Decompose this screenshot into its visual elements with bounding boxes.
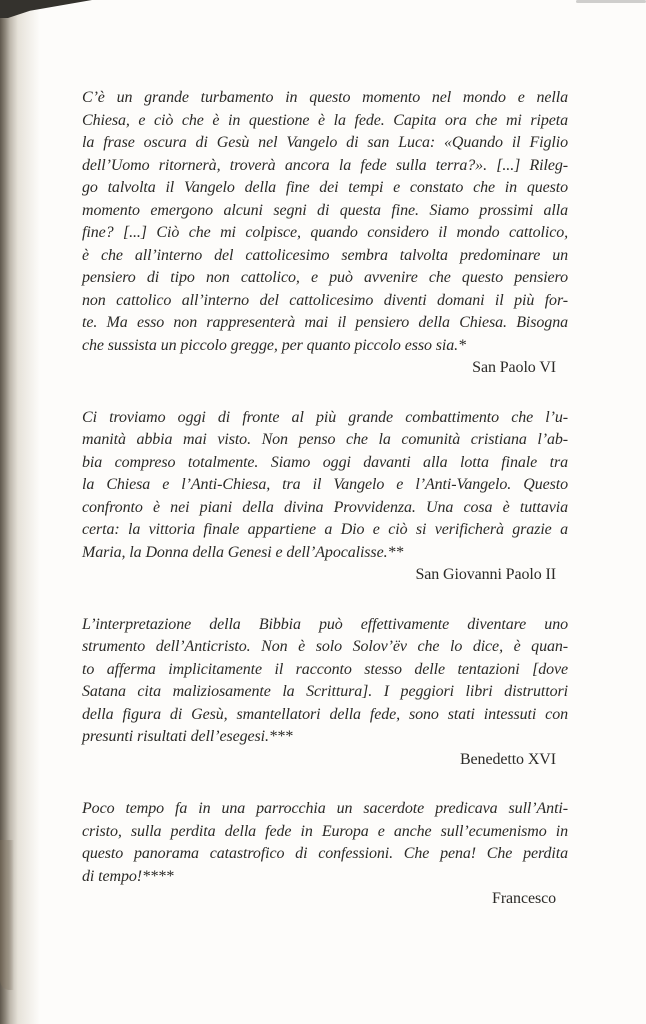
- page-left-edge-shadow-bottom: [0, 840, 14, 990]
- quote-line: L’interpretazione della Bibbia può effettivamente diventare uno: [82, 615, 568, 633]
- quote-line: è che all’interno del cattolicesimo sembra talvolta predominare un: [82, 246, 568, 264]
- quote-line: Maria, la Donna della Genesi e dell’Apocalisse.**: [82, 543, 404, 561]
- quote-attribution: Benedetto XVI: [459, 750, 556, 768]
- top-left-corner-shadow: [0, 0, 92, 18]
- quote-line: questo panorama catastrofico di confessioni. Che pena! Che perdita: [82, 845, 568, 862]
- quote-line: la Chiesa e l’Anti-Chiesa, tra il Vangelo e l’Anti-Vangelo. Questo: [82, 476, 568, 493]
- quote-line: fine? [...] Ciò che mi colpisce, quando considero il mondo cattolico,: [82, 224, 568, 241]
- quote-line: di tempo!****: [82, 867, 174, 885]
- quote-line: dell’Uomo ritornerà, troverà ancora la fede sulla terra?». [...] Rileg-: [82, 156, 568, 174]
- quote-line: presunti risultati dell’esegesi.***: [82, 728, 293, 745]
- quote-attribution: Francesco: [492, 890, 556, 907]
- quote-line: della figura di Gesù, smantellatori della fede, sono stati intessuti con: [82, 705, 568, 723]
- quote-section: [82, 87, 568, 380]
- quote-line: manità abbia mai visto. Non penso che la comunità cristiana l’ab-: [82, 431, 568, 448]
- quote-attribution: San Giovanni Paolo II: [415, 566, 556, 583]
- quote-section: [82, 798, 568, 911]
- quote-line: to afferma implicitamente il racconto stesso delle tentazioni [dove: [82, 660, 568, 678]
- quote-line: Satana cita maliziosamente la Scrittura]. I peggiori libri distruttori: [82, 683, 568, 700]
- quote-line: certa: la vittoria finale appartiene a Dio e ciò si verificherà grazie a: [82, 521, 568, 538]
- quote-line: Chiesa, e ciò che è in questione è la fede. Capita ora che mi ripeta: [82, 111, 568, 129]
- quote-line: C’è un grande turbamento in questo momento nel mondo e nella: [82, 89, 568, 106]
- quote-section: [82, 407, 568, 587]
- quote-line: che sussista un piccolo gregge, per quanto piccolo esso sia.*: [82, 336, 466, 354]
- quote-line: la frase oscura di Gesù nel Vangelo di san Luca: «Quando il Figlio: [82, 134, 568, 151]
- quote-line: pensiero di tipo non cattolico, e può avvenire che questo pensiero: [82, 269, 568, 286]
- quotes-block: [82, 87, 568, 938]
- quote-line: non cattolico all’interno del cattolicesimo diventi domani il più for-: [82, 291, 568, 309]
- top-edge-scan-mark: [576, 0, 646, 3]
- quote-line: cristo, sulla perdita della fede in Europa e anche sull’ecumenismo in: [82, 822, 568, 840]
- quote-line: te. Ma esso non rappresenterà mai il pensiero della Chiesa. Bisogna: [82, 314, 568, 331]
- quote-line: momento emergono alcuni segni di questa fine. Siamo prossimi alla: [82, 201, 568, 219]
- quote-line: bia compreso totalmente. Siamo oggi davanti alla lotta finale tra: [82, 453, 568, 471]
- quote-line: confronto è nei piani della divina Provvidenza. Una cosa è tuttavia: [82, 498, 568, 516]
- quote-line: Poco tempo fa in una parrocchia un sacerdote predicava sull’Anti-: [82, 800, 568, 817]
- quote-line: Ci troviamo oggi di fronte al più grande combattimento che l’u-: [82, 408, 568, 426]
- quote-line: go talvolta il Vangelo della fine dei tempi e constato che in questo: [82, 179, 568, 196]
- quote-attribution: San Paolo VI: [472, 359, 556, 376]
- quote-line: strumento dell’Anticristo. Non è solo Solov’ëv che lo dice, è quan-: [82, 638, 568, 655]
- quote-section: [82, 614, 568, 772]
